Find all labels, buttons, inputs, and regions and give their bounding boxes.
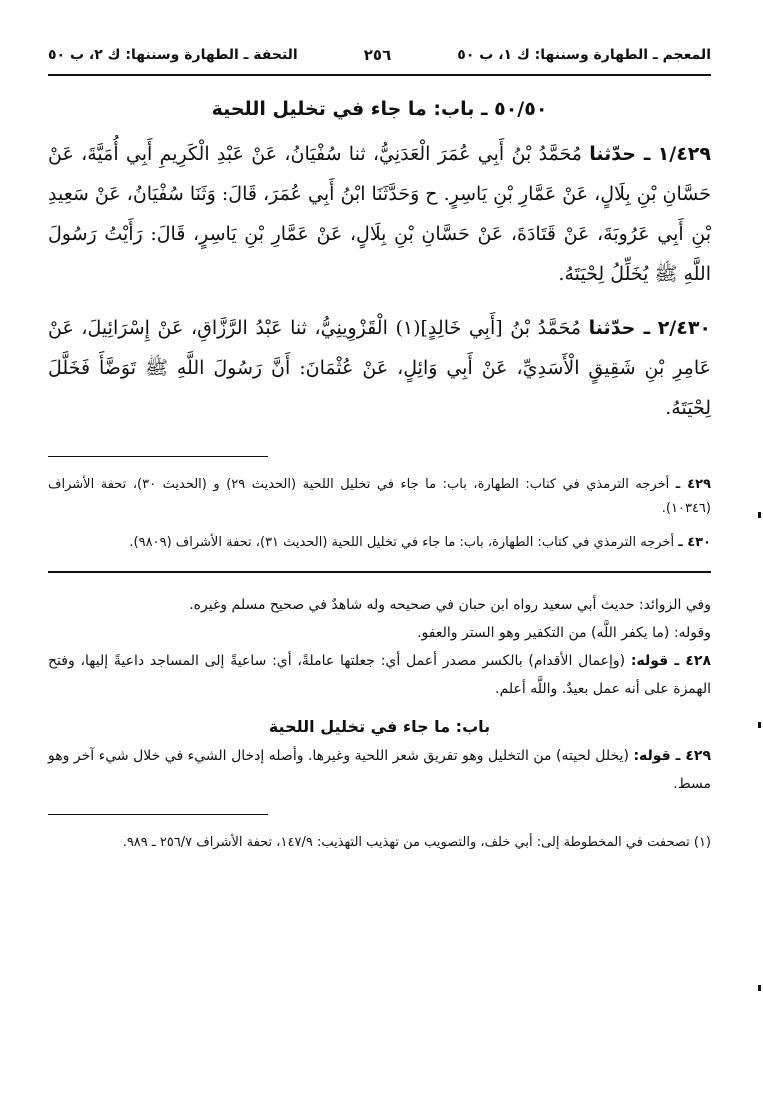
commentary-qawluh: وقوله: (ما يكفر اللَّه) من التكفير وهو الستر والعفو. bbox=[417, 625, 711, 641]
takhrij-text: أخرجه الترمذي في كتاب: الطهارة، باب: ما جاء في تخليل اللحية (الحديث ٢٩) و (الحديث ٣٠)، تحفة الأشراف (١٠٣٤٦). bbox=[48, 477, 711, 516]
takhrij-rule bbox=[48, 456, 268, 457]
commentary-text: (وإعمال الأقدام) بالكسر مصدر أعمل أي: جعلتها عاملةً، أي: ساعيةً إلى المساجد داعيةً إليها، وفتح الهمزة على أنه عمل بعيدٌ. واللَّه أعلم. bbox=[48, 653, 711, 697]
hadith-number: ٢/٤٣٠ bbox=[657, 317, 712, 339]
scan-edge-mark bbox=[758, 985, 761, 991]
scan-edge-mark bbox=[758, 512, 761, 518]
commentary-zawaid: وفي الزوائد: حديث أبي سعيد رواه ابن حبان في صحيحه وله شاهدٌ في صحيح مسلم وغيره. bbox=[189, 597, 711, 613]
scan-edge-mark bbox=[758, 722, 761, 728]
commentary-429 bbox=[48, 742, 711, 798]
commentary-lead: ٤٢٨ ـ قوله: bbox=[630, 653, 712, 669]
takhrij-text: أخرجه الترمذي في كتاب: الطهارة، باب: ما جاء في تخليل اللحية (الحديث ٣١)، تحفة الأشراف (٩٨٠٩). bbox=[129, 535, 675, 550]
hadith-lead: ـ حدّثنا bbox=[589, 143, 651, 165]
hadith-429 bbox=[48, 134, 711, 294]
chapter-title: ٥٠/٥٠ ـ باب: ما جاء في تخليل اللحية bbox=[211, 98, 548, 120]
header-right: المعجم ـ الطهارة وسننها: ك ١، ب ٥٠ bbox=[457, 47, 711, 63]
takhrij-number: ٤٣٠ ـ bbox=[678, 535, 711, 550]
commentary-text: (يخلل لحيته) من التخليل وهو تفريق شعر اللحية وغيرها. وأصله إدخال الشيء في خلال شيء آخر وهو مسط. bbox=[48, 748, 711, 792]
section-divider bbox=[48, 571, 711, 573]
hadith-text: مُحَمَّدُ بْنُ أَبِي عُمَرَ الْعَدَنِيُّ، ثنا سُفْيَانُ، عَنْ عَبْدِ الْكَرِيمِ أَبِي أُمَيَّةَ، عَنْ حَسَّانِ بْنِ بِلَالٍ، عَنْ عَمَّارِ بْنِ يَاسِرٍ. ح وَحَدَّثَنَا ابْنُ أَبِي عُمَرَ، قَالَ: وَثَنَا سُفْيَانُ، عَنْ سَعِيدِ بْنِ أَبِي عَرُوبَةَ، عَنْ قَتَادَةَ، عَنْ حَسَّانِ بْنِ بِلَالٍ، عَنْ عَمَّارِ بْنِ يَاسِرٍ، قَالَ: رَأَيْتُ رَسُولَ اللَّهِ ﷺ يُخَلِّلُ لِحْيَتَهُ. bbox=[48, 143, 711, 285]
running-header bbox=[48, 42, 711, 68]
page bbox=[48, 42, 711, 855]
takhrij-430 bbox=[48, 531, 711, 555]
commentary-subtitle: باب: ما جاء في تخليل اللحية bbox=[268, 717, 491, 736]
footnote-rule bbox=[48, 814, 268, 815]
hadith-number: ١/٤٢٩ bbox=[657, 143, 711, 165]
commentary-428 bbox=[48, 647, 711, 703]
header-left: التحفة ـ الطهارة وسننها: ك ٢، ب ٥٠ bbox=[48, 47, 298, 63]
commentary-lead: ٤٢٩ ـ قوله: bbox=[633, 748, 712, 764]
hadith-lead: ـ حدّثنا bbox=[588, 317, 651, 339]
footnote-1: (١) تصحفت في المخطوطة إلى: أبي خلف، والتصويب من تهذيب التهذيب: ١٤٧/٩، تحفة الأشراف ٢٥٦/٧ ـ ٩٨٩. bbox=[122, 835, 711, 850]
takhrij-429 bbox=[48, 473, 711, 521]
header-rule bbox=[48, 74, 711, 76]
page-number: ٢٥٦ bbox=[363, 46, 392, 64]
hadith-text: مُحَمَّدُ بْنُ [أَبِي خَالِدٍ](١) الْقَزْوِينِيُّ، ثنا عَبْدُ الرَّزَّاقِ، عَنْ إِسْرَائِيلَ، عَنْ عَامِرِ بْنِ شَقِيقٍ الْأَسَدِيِّ، عَنْ أَبِي وَائِلٍ، عَنْ عُثْمَانَ: أَنَّ رَسُولَ اللَّهِ ﷺ تَوَضَّأَ فَخَلَّلَ لِحْيَتَهُ. bbox=[48, 317, 711, 419]
hadith-430 bbox=[48, 308, 711, 428]
takhrij-number: ٤٢٩ ـ bbox=[675, 477, 711, 492]
